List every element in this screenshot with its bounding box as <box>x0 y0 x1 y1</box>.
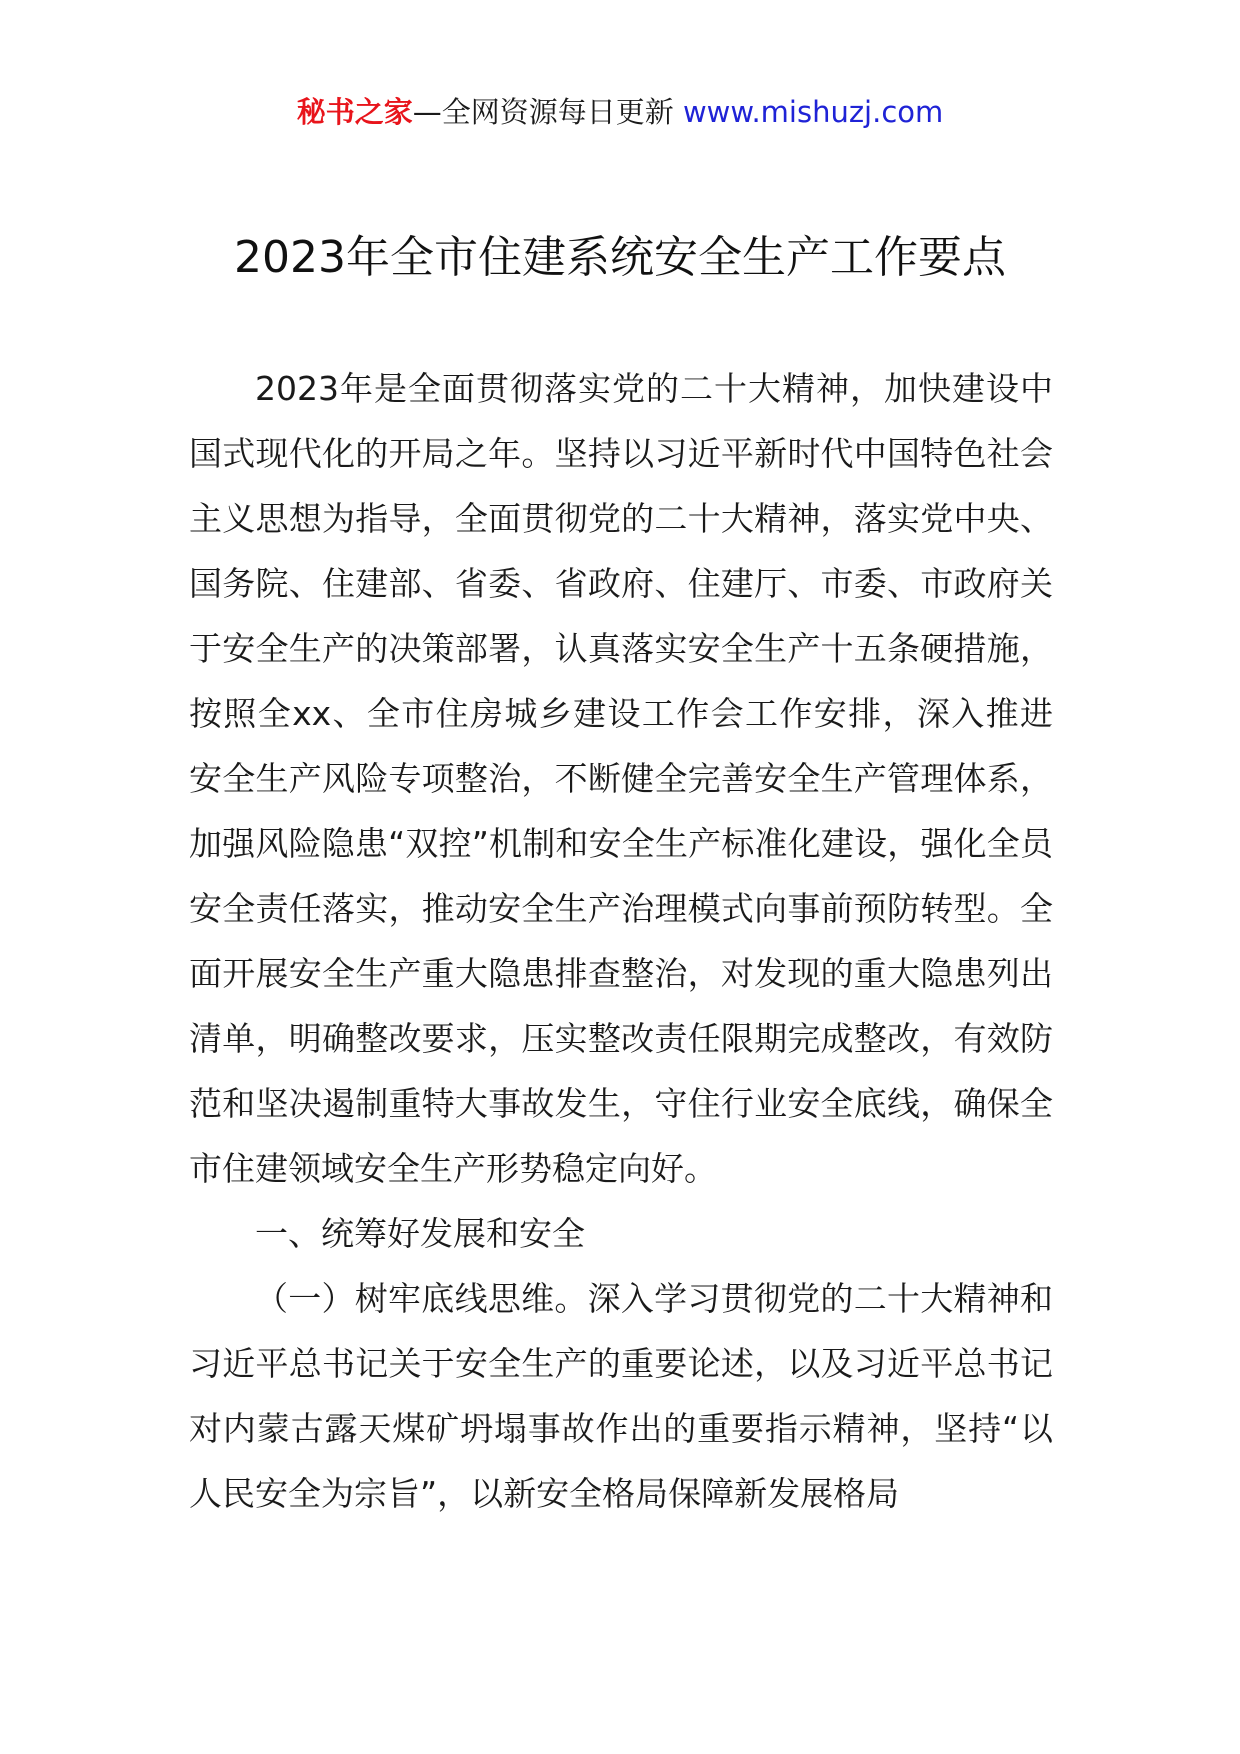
intro-paragraph: 2023年是全面贯彻落实党的二十大精神，加快建设中国式现代化的开局之年。坚持以习近平新时代中国特色社会主义思想为指导，全面贯彻党的二十大精神，落实党中央、国务院、住建部、省委、省政府、住建厅、市委、市政府关于安全生产的决策部署，认真落实安全生产十五条硬措施，按照全xx、全市住房城乡建设工作会工作安排，深入推进安全生产风险专项整治，不断健全完善安全生产管理体系，加强风险隐患“双控”机制和安全生产标准化建设，强化全员安全责任落实，推动安全生产治理模式向事前预防转型。全面开展安全生产重大隐患排查整治，对发现的重大隐患列出清单，明确整改要求，压实整改责任限期完成整改，有效防范和坚决遏制重特大事故发生，守住行业安全底线，确保全市住建领域安全生产形势稳定向好。 <box>189 369 1053 1188</box>
document-title: 2023年全市住建系统安全生产工作要点 <box>234 232 1006 283</box>
brand-name: 秘书之家 <box>296 95 413 129</box>
section-heading-1: 一、统筹好发展和安全 <box>255 1214 585 1253</box>
site-url-link[interactable]: www.mishuzj.com <box>682 95 944 129</box>
site-header <box>0 92 1240 132</box>
document-body <box>189 356 1053 1526</box>
header-tagline: —全网资源每日更新 <box>412 95 674 129</box>
section-1-paragraph-1: （一）树牢底线思维。深入学习贯彻党的二十大精神和习近平总书记关于安全生产的重要论述，以及习近平总书记对内蒙古露天煤矿坍塌事故作出的重要指示精神，坚持“以人民安全为宗旨”，以新安全格局保障新发展格局 <box>189 1279 1053 1513</box>
